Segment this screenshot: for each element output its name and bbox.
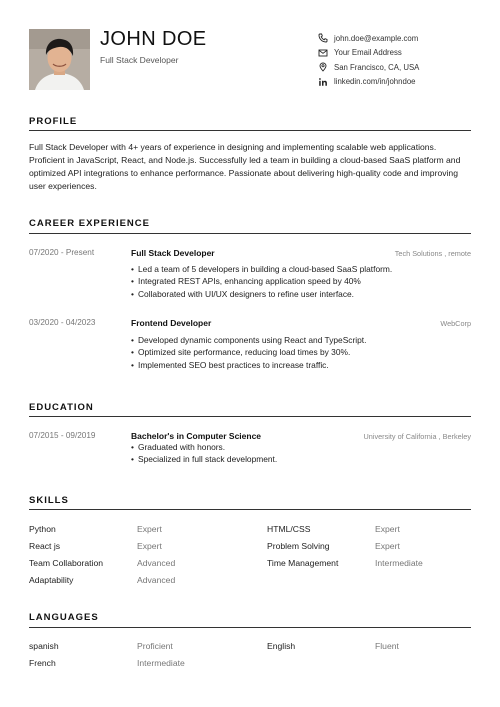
contact-email[interactable] bbox=[318, 46, 488, 61]
languages-heading: LANGUAGES bbox=[29, 612, 99, 623]
skill-name: Time Management bbox=[267, 558, 339, 568]
list-item: • Implemented SEO best practices to increase traffic. bbox=[131, 359, 366, 371]
skill-level: Advanced bbox=[137, 575, 176, 585]
contact-linkedin[interactable] bbox=[318, 75, 488, 90]
job-1-dates: 07/2020 - Present bbox=[29, 248, 95, 257]
language-name: English bbox=[267, 641, 296, 651]
skill-level: Intermediate bbox=[375, 558, 423, 568]
contact-phone-text: john.doe@example.com bbox=[334, 33, 419, 43]
candidate-role: Full Stack Developer bbox=[100, 55, 179, 65]
skill-level: Expert bbox=[375, 524, 400, 534]
contact-linkedin-text: linkedin.com/in/johndoe bbox=[334, 77, 416, 87]
contact-email-text: Your Email Address bbox=[334, 48, 402, 58]
experience-divider bbox=[29, 233, 471, 234]
education-degree: Bachelor's in Computer Science bbox=[131, 431, 262, 441]
job-1-company: Tech Solutions , remote bbox=[394, 249, 471, 258]
profile-divider bbox=[29, 130, 471, 131]
language-level: Proficient bbox=[137, 641, 173, 651]
job-2-title: Frontend Developer bbox=[131, 318, 212, 328]
skill-name: Problem Solving bbox=[267, 541, 330, 551]
skill-level: Expert bbox=[137, 524, 162, 534]
language-name: French bbox=[29, 658, 56, 668]
education-bullets bbox=[131, 441, 277, 466]
linkedin-icon bbox=[318, 77, 328, 87]
language-name: spanish bbox=[29, 641, 59, 651]
profile-heading: PROFILE bbox=[29, 116, 78, 127]
profile-summary: Full Stack Developer with 4+ years of experience in designing and implementing scalable web applications. Proficient in JavaScript, React, and Node.js. Successfully led a team in building a cloud-based SaaS platform and optimized API integrations to enhance performance. Passionate about delivering high-quality code and improving user experiences. bbox=[29, 142, 461, 191]
phone-icon bbox=[318, 33, 328, 43]
skill-name: React js bbox=[29, 541, 61, 551]
skill-name: Team Collaboration bbox=[29, 558, 104, 568]
list-item: • Collaborated with UI/UX designers to refine user interface. bbox=[131, 288, 392, 300]
education-divider bbox=[29, 416, 471, 417]
languages-divider bbox=[29, 627, 471, 628]
location-icon bbox=[318, 62, 328, 72]
skill-level: Advanced bbox=[137, 558, 176, 568]
language-level: Intermediate bbox=[137, 658, 185, 668]
education-dates: 07/2015 - 09/2019 bbox=[29, 431, 96, 440]
contact-list bbox=[318, 31, 488, 89]
list-item: • Led a team of 5 developers in building a cloud-based SaaS platform. bbox=[131, 263, 392, 275]
candidate-name: JOHN DOE bbox=[100, 28, 207, 50]
list-item: • Specialized in full stack development. bbox=[131, 453, 277, 465]
job-2-company: WebCorp bbox=[440, 319, 471, 328]
education-school: University of California , Berkeley bbox=[363, 432, 471, 441]
profile-photo bbox=[29, 29, 90, 90]
skill-level: Expert bbox=[137, 541, 162, 551]
skills-divider bbox=[29, 509, 471, 510]
list-item: • Developed dynamic components using React and TypeScript. bbox=[131, 334, 366, 346]
language-level: Fluent bbox=[375, 641, 399, 651]
skill-name: Python bbox=[29, 524, 56, 534]
skill-name: HTML/CSS bbox=[267, 524, 311, 534]
education-heading: EDUCATION bbox=[29, 402, 94, 413]
skills-heading: SKILLS bbox=[29, 495, 69, 506]
experience-heading: CAREER EXPERIENCE bbox=[29, 218, 150, 229]
contact-location bbox=[318, 60, 488, 75]
contact-phone[interactable] bbox=[318, 31, 488, 46]
job-1-bullets bbox=[131, 263, 392, 300]
job-1-title: Full Stack Developer bbox=[131, 248, 215, 258]
list-item: • Graduated with honors. bbox=[131, 441, 277, 453]
skill-name: Adaptability bbox=[29, 575, 74, 585]
skill-level: Expert bbox=[375, 541, 400, 551]
job-2-bullets bbox=[131, 334, 366, 371]
contact-location-text: San Francisco, CA, USA bbox=[334, 62, 420, 72]
mail-icon bbox=[318, 48, 328, 58]
list-item: • Optimized site performance, reducing load times by 30%. bbox=[131, 346, 366, 358]
list-item: • Integrated REST APIs, enhancing application speed by 40% bbox=[131, 275, 392, 287]
job-2-dates: 03/2020 - 04/2023 bbox=[29, 318, 96, 327]
